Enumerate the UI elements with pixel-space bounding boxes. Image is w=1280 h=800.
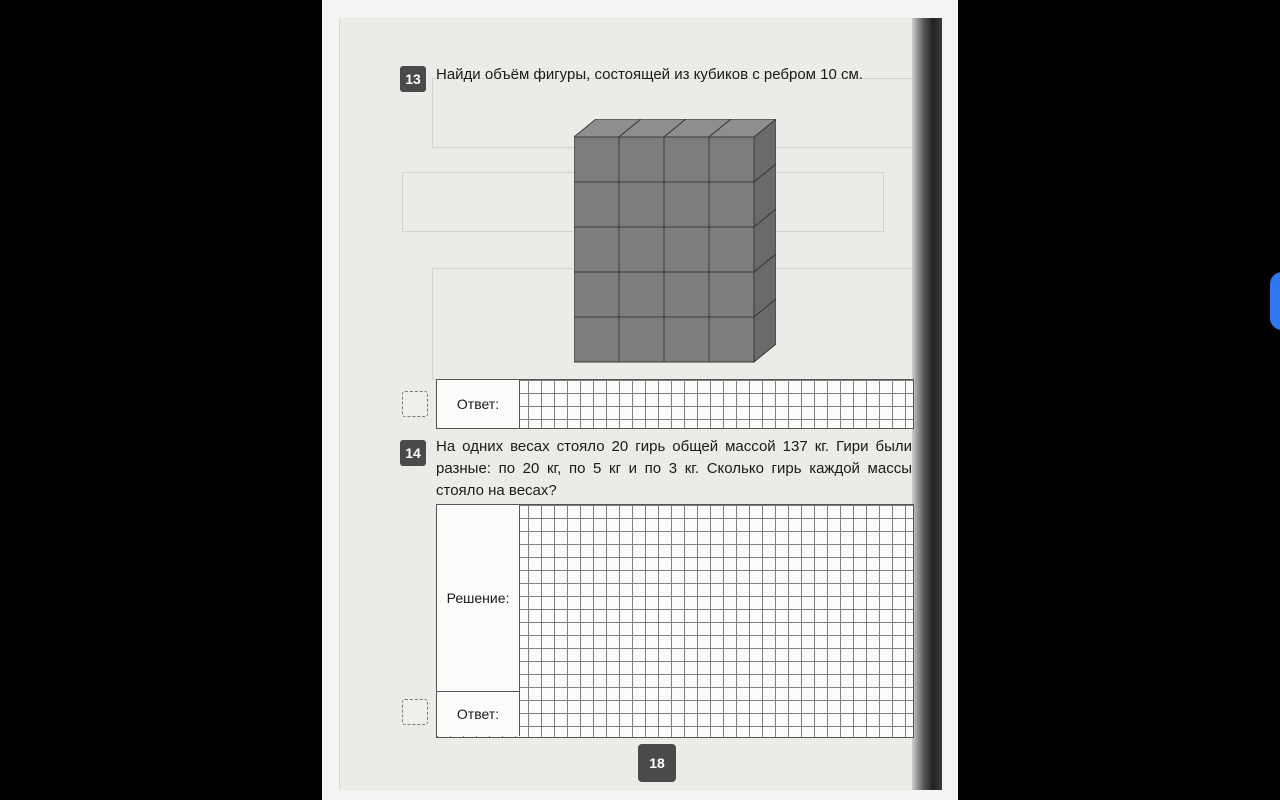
page-number: 18 — [638, 744, 676, 782]
cube-front-face — [574, 182, 619, 227]
cube-front-face — [619, 137, 664, 182]
cube-front-face — [574, 317, 619, 362]
cube-front-face — [709, 317, 754, 362]
book-spine-shadow — [912, 18, 942, 790]
cube-front-face — [709, 182, 754, 227]
question-14-number: 14 — [400, 440, 426, 466]
question-13-answer-label: Ответ: — [437, 380, 520, 428]
question-14-text: На одних весах стояло 20 гирь общей массой 137 кг. Гири были разные: по 20 кг, по 5 кг и по 3 кг. Сколько гирь каждой массы стояло на весах? — [436, 438, 912, 499]
question-14-solution-label: Решение: — [437, 505, 520, 692]
cube-front-face — [619, 317, 664, 362]
cube-front-face — [664, 137, 709, 182]
cube-front-face — [574, 137, 619, 182]
question-13-checkbox[interactable] — [402, 391, 428, 417]
cube-front-face — [709, 272, 754, 317]
question-14-checkbox[interactable] — [402, 699, 428, 725]
side-handle[interactable] — [1270, 272, 1280, 330]
cube-front-face — [619, 272, 664, 317]
question-14-answer-label: Ответ: — [437, 692, 520, 736]
cube-front-face — [664, 272, 709, 317]
cube-front-face — [709, 137, 754, 182]
cube-front-face — [574, 227, 619, 272]
cube-front-face — [664, 317, 709, 362]
cube-front-face — [709, 227, 754, 272]
question-13-number: 13 — [400, 66, 426, 92]
question-13-text: Найди объём фигуры, состоящей из кубиков с ребром 10 см. — [436, 66, 863, 83]
cube-front-face — [574, 272, 619, 317]
cube-front-face — [664, 182, 709, 227]
cube-front-face — [619, 182, 664, 227]
cube-figure — [574, 119, 776, 363]
cube-front-face — [664, 227, 709, 272]
cube-front-face — [619, 227, 664, 272]
